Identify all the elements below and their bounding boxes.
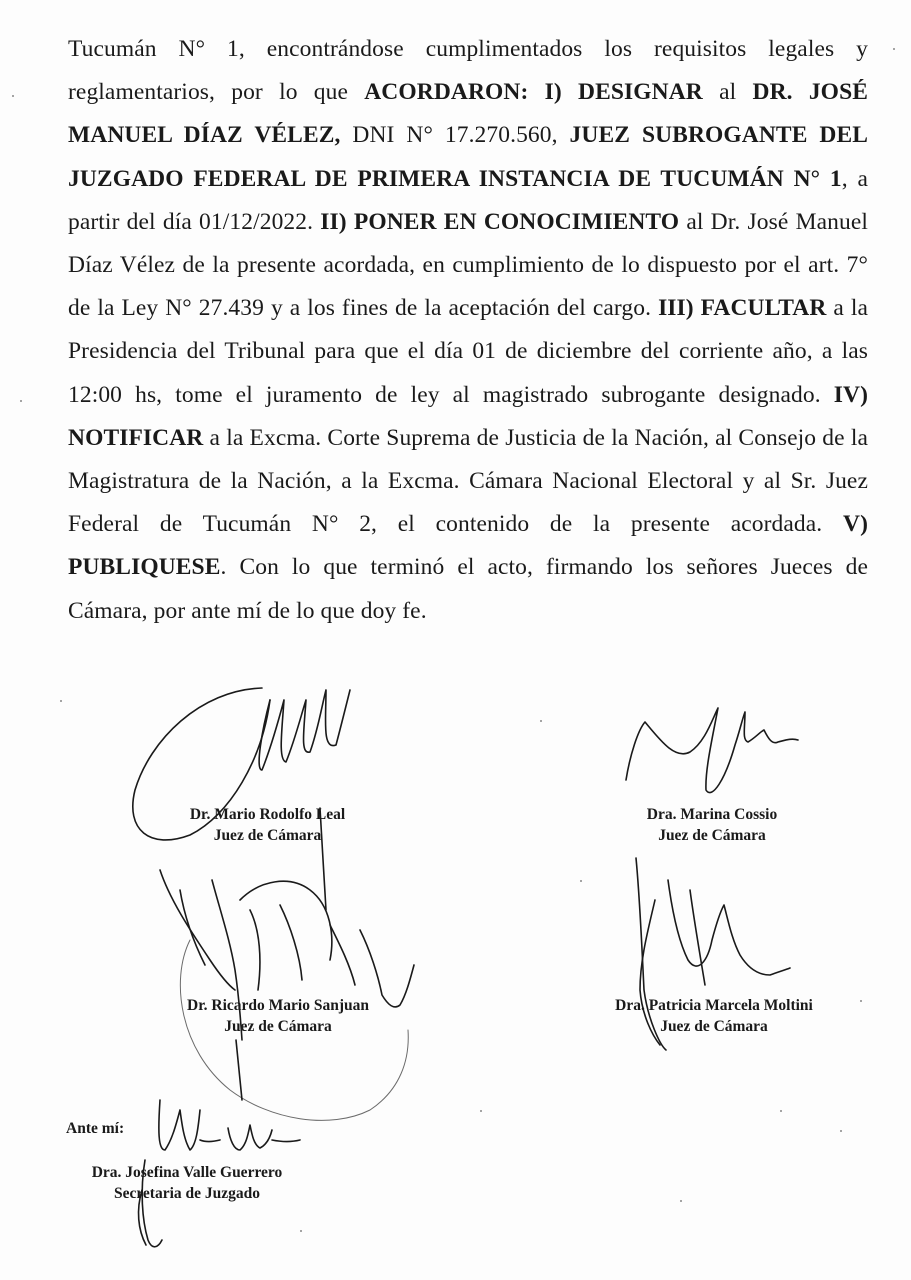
signatory-name: Dr. Mario Rodolfo Leal xyxy=(189,806,346,823)
bold-segment-notificar: IV) NOTIFICAR xyxy=(68,381,868,451)
signature-leal xyxy=(133,688,350,910)
bold-segment-poner-en-conocimiento: II) PONER EN CONOCIMIENTO xyxy=(320,208,680,235)
signatory-block-leal xyxy=(170,804,365,846)
text-segment: al xyxy=(702,79,753,106)
text-segment: , a partir del día 01/12/2022. xyxy=(68,165,868,235)
scan-dot xyxy=(893,48,895,50)
signatory-block-cossio xyxy=(617,804,807,846)
bold-segment-facultar: III) FACULTAR xyxy=(658,295,827,322)
signatory-name: Dr. Ricardo Mario Sanjuan xyxy=(187,997,369,1014)
ante-mi-label: Ante mí: xyxy=(66,1120,125,1137)
text-segment: a la Presidencia del Tribunal para que el día 01 de diciembre del corriente año, a las 12:00 hs, tome el juramento de ley al magistrado subrogante designado. xyxy=(68,295,868,408)
scan-dot xyxy=(20,400,22,402)
scan-dot xyxy=(60,700,62,702)
text-segment: DNI N° 17.270.560, xyxy=(340,122,570,149)
signatory-role: Juez de Cámara xyxy=(658,827,766,844)
acordada-resolution-paragraph xyxy=(68,28,868,633)
scan-dot xyxy=(480,1110,482,1112)
scan-dot xyxy=(860,1000,862,1002)
scan-dot xyxy=(12,95,14,97)
scan-dot xyxy=(580,880,582,882)
scan-dot xyxy=(680,1200,682,1202)
signatory-block-moltini xyxy=(594,995,834,1037)
signatory-block-valle xyxy=(62,1162,312,1204)
signatory-block-sanjuan xyxy=(163,995,393,1037)
signatory-role: Juez de Cámara xyxy=(213,827,322,844)
text-segment: Tucumán N° 1, encontrándose cumplimentados los requisitos legales y reglamentarios, por lo que xyxy=(68,36,868,106)
scan-dot xyxy=(300,1230,302,1232)
scan-dot xyxy=(840,1130,842,1132)
signatory-name: Dra. Patricia Marcela Moltini xyxy=(615,997,813,1014)
signatory-name: Dra. Josefina Valle Guerrero xyxy=(91,1164,283,1181)
bold-segment-publiquese: V) PUBLIQUESE xyxy=(68,511,868,581)
signatory-role: Juez de Cámara xyxy=(660,1018,768,1035)
text-segment: a la Excma. Corte Suprema de Justicia de la Nación, al Consejo de la Magistratura de la Nación, a la Excma. Cámara Nacional Electoral y al Sr. Juez Federal de Tucumán N° 2, el contenido de la presente acordada. xyxy=(68,424,868,538)
scan-dot xyxy=(540,720,542,722)
bold-segment-acordaron: ACORDARON: I) DESIGNAR xyxy=(364,79,703,106)
signatory-name: Dra. Marina Cossio xyxy=(646,806,778,823)
text-segment: al Dr. José Manuel Díaz Vélez de la presente acordada, en cumplimiento de lo dispuesto por el art. 7° de la Ley N° 27.439 y a los fines de la aceptación del cargo. xyxy=(68,208,868,322)
text-segment: . Con lo que terminó el acto, firmando los señores Jueces de Cámara, por ante mí de lo que doy fe. xyxy=(68,554,868,624)
scan-dot xyxy=(780,1110,782,1112)
signatory-role: Juez de Cámara xyxy=(224,1018,332,1035)
bold-segment-judge-name: DR. JOSÉ MANUEL DÍAZ VÉLEZ, xyxy=(68,79,869,149)
signatory-role: Secretaria de Juzgado xyxy=(113,1185,261,1202)
bold-segment-position: JUEZ SUBROGANTE DEL JUZGADO FEDERAL DE PRIMERA INSTANCIA DE TUCUMÁN N° 1 xyxy=(68,122,869,192)
